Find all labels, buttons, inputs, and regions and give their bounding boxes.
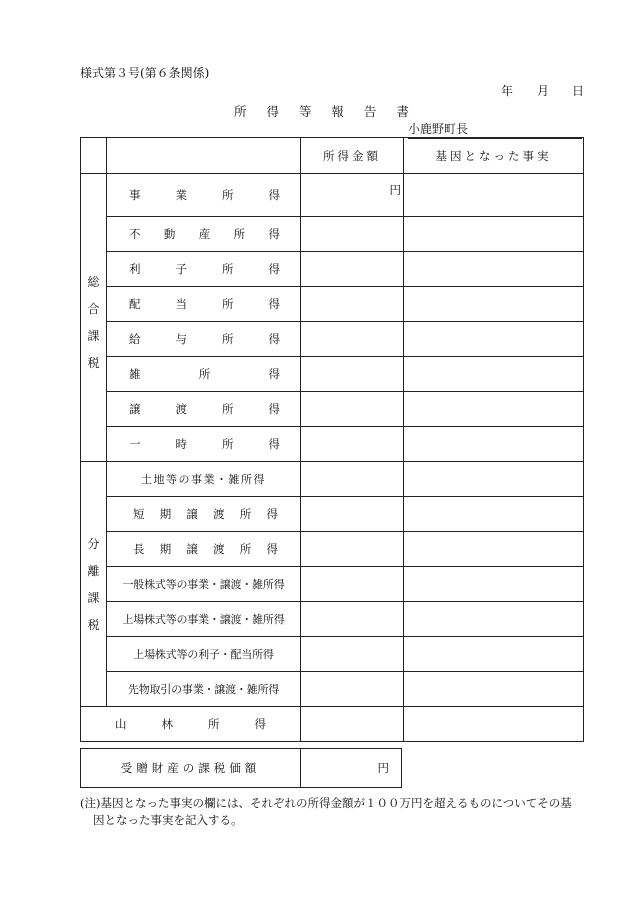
amount-cell[interactable]	[301, 217, 404, 252]
bunri-row	[81, 462, 584, 497]
group-bunri-label: 分 離 課 税	[81, 462, 107, 707]
income-type-label: 短 期 譲 渡 所 得	[107, 497, 301, 532]
income-type-label: 譲 渡 所 得	[107, 392, 301, 427]
amount-cell[interactable]	[301, 567, 404, 602]
basis-cell[interactable]	[404, 672, 584, 707]
amount-cell[interactable]	[301, 672, 404, 707]
income-type-label: 上場株式等の事業・譲渡・雑所得	[107, 602, 301, 637]
basis-cell[interactable]	[404, 357, 584, 392]
income-type-label: 給 与 所 得	[107, 322, 301, 357]
addressee: 小鹿野町長	[408, 120, 582, 139]
amount-cell[interactable]: 円	[301, 174, 404, 217]
basis-cell[interactable]	[404, 567, 584, 602]
basis-cell[interactable]	[404, 322, 584, 357]
header-basis: 基因となった事実	[404, 138, 584, 174]
basis-cell[interactable]	[404, 287, 584, 322]
amount-cell[interactable]	[301, 287, 404, 322]
basis-cell[interactable]	[404, 637, 584, 672]
bunri-row	[81, 497, 584, 532]
income-type-label: 長 期 譲 渡 所 得	[107, 532, 301, 567]
sanrin-row	[81, 707, 584, 742]
document-title: 所 得 等 報 告 書	[234, 104, 410, 119]
amount-cell[interactable]	[301, 497, 404, 532]
bunri-row	[81, 602, 584, 637]
bunri-row	[81, 567, 584, 602]
sogo-row	[81, 217, 584, 252]
bunri-row	[81, 672, 584, 707]
income-type-label: 先物取引の事業・譲渡・雑所得	[107, 672, 301, 707]
basis-cell[interactable]	[404, 217, 584, 252]
bunri-row	[81, 532, 584, 567]
income-type-label: 雑 所 得	[107, 357, 301, 392]
amount-cell[interactable]	[301, 637, 404, 672]
income-type-label: 土地等の事業・雑所得	[107, 462, 301, 497]
basis-cell[interactable]	[404, 462, 584, 497]
sogo-row	[81, 357, 584, 392]
income-type-label: 不 動 産 所 得	[107, 217, 301, 252]
income-type-label: 配 当 所 得	[107, 287, 301, 322]
amount-cell[interactable]	[301, 427, 404, 462]
date-month: 月	[537, 84, 550, 98]
amount-cell[interactable]	[301, 252, 404, 287]
header-blank-2	[107, 138, 301, 174]
gift-label: 受贈財産の課税価額	[81, 749, 301, 788]
sogo-row	[81, 287, 584, 322]
gift-amount[interactable]: 円	[301, 749, 402, 788]
income-type-label: 事 業 所 得	[107, 174, 301, 217]
sanrin-label: 山 林 所 得	[81, 707, 301, 742]
basis-cell[interactable]	[404, 392, 584, 427]
footnote-line-1: (注)基因となった事実の欄には、それぞれの所得金額が１００万円を超えるものについてその基	[80, 796, 572, 810]
amount-cell[interactable]	[301, 462, 404, 497]
sogo-row	[81, 427, 584, 462]
sogo-row	[81, 252, 584, 287]
basis-cell[interactable]	[404, 602, 584, 637]
basis-cell[interactable]	[404, 427, 584, 462]
header-amount: 所得金額	[301, 138, 404, 174]
gift-table	[80, 748, 402, 788]
basis-cell[interactable]	[404, 532, 584, 567]
income-type-label: 一般株式等の事業・譲渡・雑所得	[107, 567, 301, 602]
income-type-label: 一 時 所 得	[107, 427, 301, 462]
amount-cell[interactable]	[301, 322, 404, 357]
date-day: 日	[572, 84, 585, 98]
basis-cell[interactable]	[404, 174, 584, 217]
income-type-label: 上場株式等の利子・配当所得	[107, 637, 301, 672]
bunri-row	[81, 637, 584, 672]
sogo-row	[81, 174, 584, 217]
amount-cell[interactable]	[301, 392, 404, 427]
amount-cell[interactable]	[301, 357, 404, 392]
group-sogo-label: 総 合 課 税	[81, 174, 107, 462]
sogo-row	[81, 392, 584, 427]
footnote	[80, 795, 590, 829]
income-table	[80, 137, 584, 742]
basis-cell[interactable]	[404, 252, 584, 287]
header-row	[81, 138, 584, 174]
header-blank-1	[81, 138, 107, 174]
date-year: 年	[501, 84, 514, 98]
sanrin-amount[interactable]	[301, 707, 404, 742]
basis-cell[interactable]	[404, 497, 584, 532]
amount-cell[interactable]	[301, 602, 404, 637]
form-number: 様式第３号(第６条関係)	[80, 66, 210, 80]
amount-cell[interactable]	[301, 532, 404, 567]
income-type-label: 利 子 所 得	[107, 252, 301, 287]
sanrin-basis[interactable]	[404, 707, 584, 742]
footnote-line-2: 因となった事実を記入する。	[93, 813, 243, 827]
sogo-row	[81, 322, 584, 357]
